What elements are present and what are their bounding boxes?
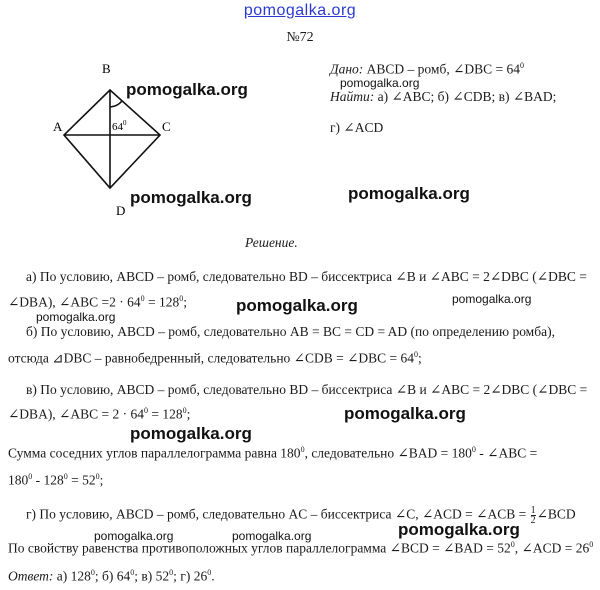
watermark: pomogalka.org [452,292,532,306]
watermark: pomogalka.org [340,76,420,90]
solution-title: Решение. [245,235,298,250]
watermark: pomogalka.org [130,424,252,443]
watermark: pomogalka.org [126,80,248,99]
answer-prefix: Ответ: [8,568,54,584]
angle-label: $64^0$ [112,119,127,133]
given-degree: 0 [520,61,525,70]
find-text: а) ∠ABC; б) ∠CDB; в) ∠BAD; [374,89,557,104]
vertex-label-d: D [116,203,126,215]
watermark: pomogalka.org [130,188,252,207]
problem-number: №72 [286,30,314,45]
solution-sum-line1: Сумма соседних углов параллелограмма равна $180^0$, следовательно ∠BAD = $180^0$ - ∠ABC = [8,445,538,461]
given-prefix: Дано: [330,61,364,77]
solution-c-line1: в) По условию, ABCD – ромб, следовательно BD – биссектриса ∠B и ∠ABC = 2∠DBC (∠DBC = [26,382,588,397]
vertex-label-c: C [162,119,171,134]
watermark: pomogalka.org [236,296,358,315]
given-text: ABCD – ромб, ∠DBC = 64 [363,61,521,77]
watermark: pomogalka.org [348,184,470,203]
rhombus-outline [64,90,160,188]
fraction-one-half: $\frac{1}{2}$ [530,505,536,526]
watermark: pomogalka.org [398,520,520,539]
site-header-link[interactable]: pomogalka.org [243,2,357,19]
find-prefix: Найти: [330,89,375,104]
watermark: pomogalka.org [36,310,116,324]
vertex-label-a: A [53,119,63,134]
solution-c-line2: ∠DBA), ∠ABC = $2 \cdot 64^0 = 128^0$; [8,406,191,422]
solution-b-line1: б) По условию, ABCD – ромб, следовательно AB = BC = CD = AD (по определению ромба), [26,324,555,339]
angle-arc [110,101,122,107]
find-line [330,89,556,105]
solution-sum-line2: $180^0 - 128^0 = 52^0$; [8,472,104,488]
watermark: pomogalka.org [344,404,466,423]
vertex-label-b: B [102,61,111,76]
solution-d-line1: г) По условию, ABCD – ромб, следовательно AC – биссектриса ∠C, ∠ACD = ∠ACB = $\frac{1}{2}$ ∠BCD [26,505,576,526]
watermark: pomogalka.org [232,529,312,543]
solution-b-line2: отсюда ⊿DBC – равнобедренный, следовательно ∠CDB = ∠DBC = $64^0$; [8,350,422,366]
find-line-2: г) ∠ACD [330,120,384,135]
solution-a-line1: а) По условию, ABCD – ромб, следовательно BD – биссектриса ∠B и ∠ABC = 2∠DBC (∠DBC = [26,269,587,284]
solution-a-line2: ∠DBA), ∠ABC $=2 \cdot 64^0 = 128^0$; [8,294,188,310]
watermark: pomogalka.org [94,529,174,543]
solution-d-line2: По свойству равенства противоположных углов параллелограмма ∠BCD = ∠BAD = $52^0$, ∠ACD = $26^0$ [8,540,594,556]
answer-line: Ответ: а) $128^0$; б) $64^0$; в) $52^0$; г) $26^0$. [8,568,215,584]
